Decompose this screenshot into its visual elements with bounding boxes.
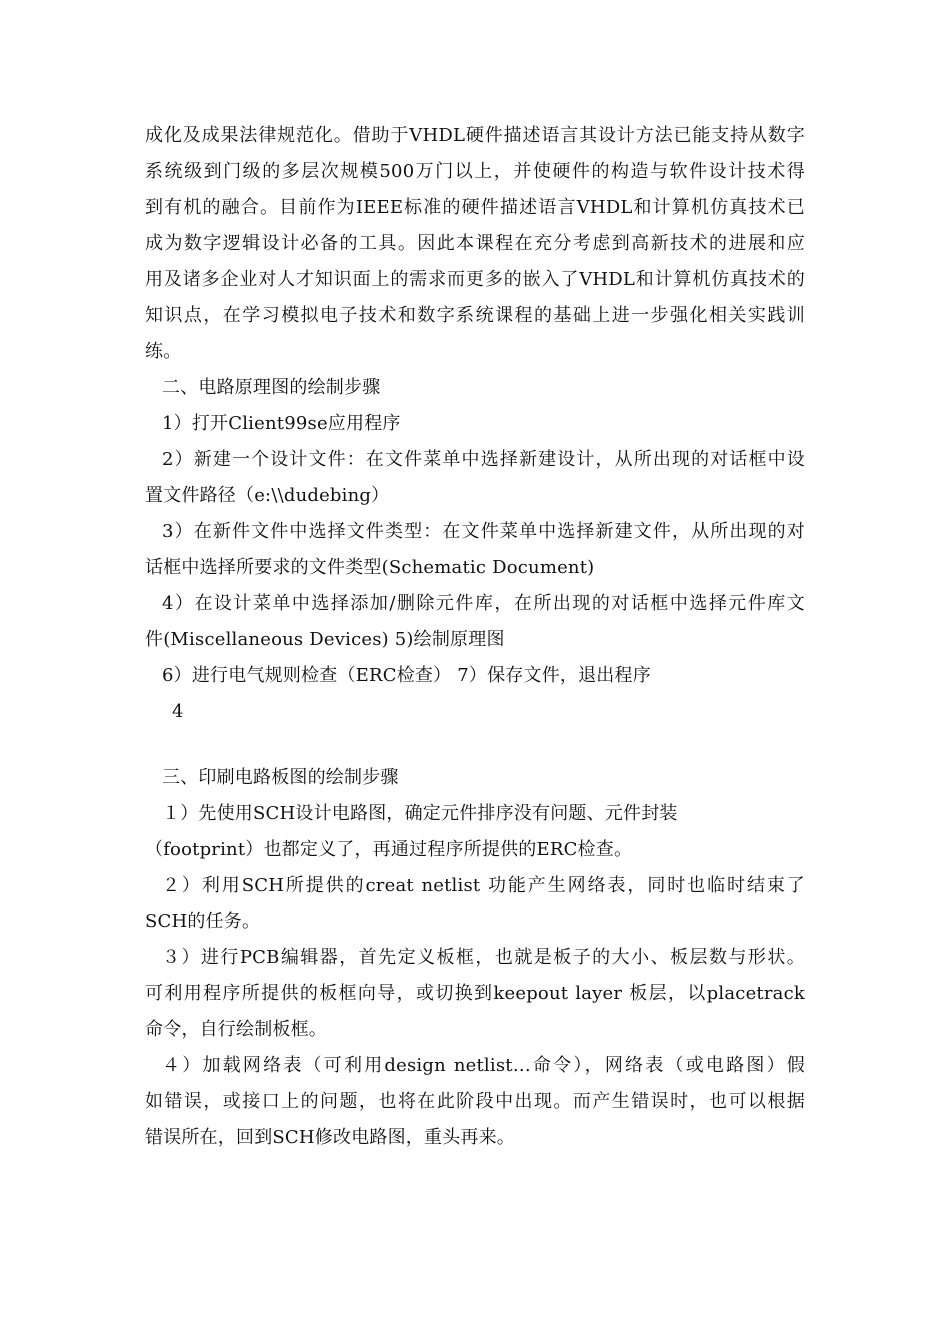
step-item-continued: SCH的任务。	[145, 911, 261, 932]
step-item: １）先使用SCH设计电路图，确定元件排序没有问题、元件封装	[162, 803, 678, 824]
body-text-line: 用及诸多企业对人才知识面上的需求而更多的嵌入了VHDL和计算机仿真技术的	[145, 269, 805, 290]
step-item: 2）新建一个设计文件：在文件菜单中选择新建设计，从所出现的对话框中设	[162, 449, 805, 470]
step-item: ４）加载网络表（可利用design netlist…命令），网络表（或电路图）假	[162, 1055, 805, 1076]
step-item: 6）进行电气规则检查（ERC检查） 7）保存文件，退出程序	[162, 665, 651, 686]
step-item-continued: 件(Miscellaneous Devices) 5)绘制原理图	[145, 629, 505, 650]
step-item: 1）打开Client99se应用程序	[162, 413, 401, 434]
step-item-continued: 命令，自行绘制板框。	[145, 1019, 327, 1040]
body-text-line: 系统级到门级的多层次规模500万门以上，并使硬件的构造与软件设计技术得	[145, 161, 805, 182]
step-item-continued: 话框中选择所要求的文件类型(Schematic Document)	[145, 557, 595, 578]
body-text-line: 到有机的融合。目前作为IEEE标准的硬件描述语言VHDL和计算机仿真技术已	[145, 197, 805, 218]
section-heading: 三、印刷电路板图的绘制步骤	[162, 767, 399, 788]
page-number: 4	[172, 701, 184, 722]
step-item: 3）在新件文件中选择文件类型：在文件菜单中选择新建文件，从所出现的对	[162, 521, 805, 542]
body-text-line: 成化及成果法律规范化。借助于VHDL硬件描述语言其设计方法已能支持从数字	[145, 125, 805, 146]
step-item: ３）进行PCB编辑器，首先定义板框，也就是板子的大小、板层数与形状。	[162, 947, 805, 968]
step-item: ２）利用SCH所提供的creat netlist 功能产生网络表，同时也临时结束了	[162, 875, 805, 896]
section-heading: 二、电路原理图的绘制步骤	[162, 377, 381, 398]
body-text-line: 知识点，在学习模拟电子技术和数字系统课程的基础上进一步强化相关实践训	[145, 305, 805, 326]
step-item-continued: （footprint）也都定义了，再通过程序所提供的ERC检查。	[145, 839, 633, 860]
body-text-line: 练。	[145, 341, 182, 362]
step-item-continued: 置文件路径（e:\\dudebing）	[145, 485, 390, 506]
step-item-continued: 错误所在，回到SCH修改电路图，重头再来。	[145, 1127, 515, 1148]
step-item-continued: 可利用程序所提供的板框向导，或切换到keepout layer 板层，以placetrack	[145, 983, 805, 1004]
step-item-continued: 如错误，或接口上的问题，也将在此阶段中出现。而产生错误时，也可以根据	[145, 1091, 805, 1112]
body-text-line: 成为数字逻辑设计必备的工具。因此本课程在充分考虑到高新技术的进展和应	[145, 233, 805, 254]
step-item: 4）在设计菜单中选择添加/删除元件库，在所出现的对话框中选择元件库文	[162, 593, 805, 614]
